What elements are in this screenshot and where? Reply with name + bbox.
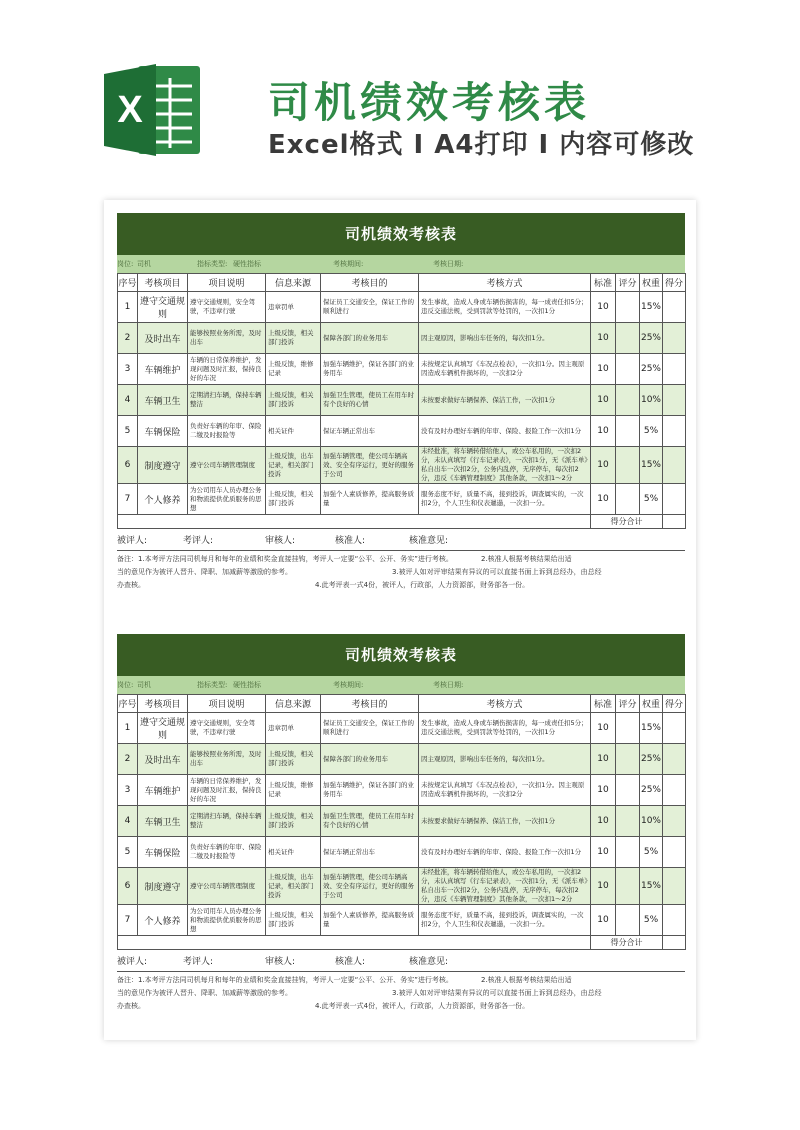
- cell-score[interactable]: [616, 837, 640, 868]
- cell-purpose[interactable]: 保证车辆正常出车: [321, 416, 419, 447]
- type-value: 硬性指标: [233, 260, 261, 268]
- cell-desc[interactable]: 能够按照业务所需，及时出车: [188, 323, 266, 354]
- assessee-label[interactable]: 被评人:: [117, 536, 148, 546]
- cell-no: 3: [118, 775, 138, 806]
- cell-source[interactable]: 上级反馈，相关部门投诉: [266, 484, 321, 515]
- cell-result[interactable]: [663, 447, 686, 484]
- cell-std[interactable]: 10: [591, 775, 616, 806]
- cell-item[interactable]: 车辆保险: [138, 837, 188, 868]
- cell-item[interactable]: 遵守交通规则: [138, 713, 188, 744]
- col-header: 评分: [616, 274, 640, 292]
- col-header: 标准: [591, 695, 616, 713]
- note-line: 2.核准人根据考核结果给出适: [480, 555, 572, 563]
- col-header: 评分: [616, 695, 640, 713]
- cell-no: 4: [118, 806, 138, 837]
- cell-result[interactable]: [663, 744, 686, 775]
- date-label: 考核日期:: [433, 681, 464, 689]
- opinion-label[interactable]: 核准意见:: [409, 536, 449, 546]
- cell-source[interactable]: 上级反馈，出车记录，相关部门投诉: [266, 447, 321, 484]
- cell-method[interactable]: 因主观原因，影响出车任务的，每次扣1分。: [419, 323, 591, 354]
- cell-purpose[interactable]: 加强个人素质修养，提高服务质量: [321, 484, 419, 515]
- cell-method[interactable]: 未按规定认真填写《车况点检表》，一次扣1分。因主观原因造成车辆机件损坏的，一次扣2分: [419, 775, 591, 806]
- cell-result[interactable]: [663, 868, 686, 905]
- cell-purpose[interactable]: 保障各部门的业务用车: [321, 744, 419, 775]
- table-row: [118, 385, 686, 416]
- cell-purpose[interactable]: 保证车辆正常出车: [321, 837, 419, 868]
- cell-source[interactable]: 上级反馈，相关部门投诉: [266, 905, 321, 936]
- total-spacer: [118, 936, 591, 950]
- cell-score[interactable]: [616, 744, 640, 775]
- cell-no: 7: [118, 905, 138, 936]
- hero-banner: [0, 0, 800, 195]
- cell-desc[interactable]: 能够按照业务所需，及时出车: [188, 744, 266, 775]
- cell-std[interactable]: 10: [591, 416, 616, 447]
- cell-source[interactable]: 违章罚单: [266, 292, 321, 323]
- cell-source[interactable]: 相关证件: [266, 837, 321, 868]
- post-value: 司机: [137, 681, 151, 689]
- cell-no: 2: [118, 744, 138, 775]
- reviewer-label[interactable]: 审核人:: [265, 536, 296, 546]
- assessor-label[interactable]: 考评人:: [183, 957, 214, 967]
- cell-desc[interactable]: 为公司用车人员办理公务和物流提供优质服务的思想: [188, 484, 266, 515]
- cell-purpose[interactable]: 保证员工交通安全，保证工作的顺利进行: [321, 713, 419, 744]
- assessor-label[interactable]: 考评人:: [183, 536, 214, 546]
- cell-method[interactable]: 服务态度不好，质量不高，接到投诉，调查属实的，一次扣2分，个人卫生和仪表邋遢，一次扣一分。: [419, 905, 591, 936]
- cell-std[interactable]: 10: [591, 354, 616, 385]
- total-row: [118, 515, 686, 529]
- cell-purpose[interactable]: 加强车辆管理，使公司车辆高效、安全有序运行，更好的服务于公司: [321, 447, 419, 484]
- cell-method[interactable]: 服务态度不好，质量不高，接到投诉，调查属实的，一次扣2分，个人卫生和仪表邋遢，一次扣一分。: [419, 484, 591, 515]
- cell-weight[interactable]: 15%: [640, 868, 663, 905]
- cell-desc[interactable]: 车辆的日常保养维护，发现问题及时汇报，保持良好的车况: [188, 354, 266, 385]
- cell-item[interactable]: 车辆维护: [138, 775, 188, 806]
- date-label: 考核日期:: [433, 260, 464, 268]
- cell-method[interactable]: 没有及时办理好车辆的年审、保险、报险工作一次扣1分: [419, 416, 591, 447]
- cell-no: 1: [118, 292, 138, 323]
- total-label: 得分合计: [591, 936, 663, 950]
- cell-score[interactable]: [616, 354, 640, 385]
- col-header: 权重: [640, 695, 663, 713]
- cell-score[interactable]: [616, 905, 640, 936]
- cell-no: 5: [118, 416, 138, 447]
- sheet-copy-2: [117, 634, 685, 1013]
- cell-item[interactable]: 车辆卫生: [138, 806, 188, 837]
- cell-no: 5: [118, 837, 138, 868]
- table-row: [118, 905, 686, 936]
- cell-score[interactable]: [616, 713, 640, 744]
- cell-result[interactable]: [663, 905, 686, 936]
- table-row: [118, 713, 686, 744]
- note-line: 备注：1.本考评方法同司机每月和每年的业绩和奖金直接挂钩，考评人一定要“公平、公开、务实”进行考核。: [117, 555, 453, 563]
- cell-method[interactable]: 未经批准，将车辆转借给他人，或公车私用的，一次扣2分，未认真填写《行车记录表》，一次扣1分，无《派车单》私自出车一次扣2分，公务内乱停，无序停车，每次扣2分，违反《车辆管理制度》其他条款，一次扣1～2分: [419, 868, 591, 905]
- cell-method[interactable]: 发生事故，造成人身或车辆伤损害的，每一成责任扣5分；违反交通法规，受到罚款等处罚的，一次扣1分: [419, 713, 591, 744]
- cell-std[interactable]: 10: [591, 806, 616, 837]
- cell-purpose[interactable]: 加强卫生管理，使员工在用车时有个良好的心情: [321, 385, 419, 416]
- cell-std[interactable]: 10: [591, 837, 616, 868]
- cell-method[interactable]: 未按要求做好车辆保养、保洁工作，一次扣1分: [419, 385, 591, 416]
- cell-weight[interactable]: 15%: [640, 292, 663, 323]
- cell-source[interactable]: 违章罚单: [266, 713, 321, 744]
- total-spacer: [118, 515, 591, 529]
- note-line: 当的意见作为被评人晋升、降职、加减薪等激励的参考。: [117, 989, 292, 997]
- cell-item[interactable]: 及时出车: [138, 323, 188, 354]
- cell-source[interactable]: 上级反馈，出车记录，相关部门投诉: [266, 868, 321, 905]
- note-line: 办查核。: [117, 1002, 145, 1010]
- logo-letter: X: [117, 89, 143, 131]
- table-row: [118, 837, 686, 868]
- cell-no: 7: [118, 484, 138, 515]
- col-header: 考核方式: [419, 274, 591, 292]
- total-value[interactable]: [663, 936, 686, 950]
- cell-score[interactable]: [616, 806, 640, 837]
- post-label: 岗位:: [117, 260, 134, 268]
- cell-no: 6: [118, 447, 138, 484]
- cell-purpose[interactable]: 保障各部门的业务用车: [321, 323, 419, 354]
- period-label: 考核期间:: [333, 260, 364, 268]
- sheet-meta: [117, 255, 685, 273]
- signature-row: [117, 950, 685, 972]
- table-row: [118, 323, 686, 354]
- col-header: 考核方式: [419, 695, 591, 713]
- table-row: [118, 416, 686, 447]
- cell-std[interactable]: 10: [591, 713, 616, 744]
- cell-desc[interactable]: 定期清扫车辆，保持车辆整洁: [188, 385, 266, 416]
- total-label: 得分合计: [591, 515, 663, 529]
- cell-weight[interactable]: 15%: [640, 447, 663, 484]
- type-label: 指标类型:: [197, 681, 228, 689]
- cell-weight[interactable]: 15%: [640, 713, 663, 744]
- total-value[interactable]: [663, 515, 686, 529]
- post-label: 岗位:: [117, 681, 134, 689]
- notes: [117, 972, 685, 1013]
- cell-no: 6: [118, 868, 138, 905]
- cell-item[interactable]: 车辆保险: [138, 416, 188, 447]
- opinion-label[interactable]: 核准意见:: [409, 957, 449, 967]
- notes: [117, 551, 685, 592]
- note-line: 当的意见作为被评人晋升、降职、加减薪等激励的参考。: [117, 568, 292, 576]
- cell-source[interactable]: 上级反馈，相关部门投诉: [266, 323, 321, 354]
- cell-score[interactable]: [616, 484, 640, 515]
- cell-method[interactable]: 因主观原因，影响出车任务的，每次扣1分。: [419, 744, 591, 775]
- table-row: [118, 354, 686, 385]
- approver-label[interactable]: 核准人:: [335, 536, 366, 546]
- hero-subtitle: Excel格式 I A4打印 I 内容可修改: [268, 130, 695, 160]
- col-header: 得分: [663, 274, 686, 292]
- approver-label[interactable]: 核准人:: [335, 957, 366, 967]
- cell-weight[interactable]: 25%: [640, 323, 663, 354]
- reviewer-label[interactable]: 审核人:: [265, 957, 296, 967]
- col-header: 权重: [640, 274, 663, 292]
- cell-result[interactable]: [663, 292, 686, 323]
- cell-weight[interactable]: 5%: [640, 416, 663, 447]
- cell-result[interactable]: [663, 484, 686, 515]
- cell-item[interactable]: 车辆卫生: [138, 385, 188, 416]
- cell-desc[interactable]: 遵守交通规则，安全驾驶，不违章行驶: [188, 713, 266, 744]
- cell-source[interactable]: 上级反馈，相关部门投诉: [266, 385, 321, 416]
- cell-result[interactable]: [663, 416, 686, 447]
- assessee-label[interactable]: 被评人:: [117, 957, 148, 967]
- cell-weight[interactable]: 10%: [640, 806, 663, 837]
- cell-source[interactable]: 上级反馈，相关部门投诉: [266, 744, 321, 775]
- total-row: [118, 936, 686, 950]
- table-row: [118, 868, 686, 905]
- col-header: 考核目的: [321, 695, 419, 713]
- col-header: 标准: [591, 274, 616, 292]
- cell-method[interactable]: 发生事故，造成人身或车辆伤损害的，每一成责任扣5分；违反交通法规，受到罚款等处罚的，一次扣1分: [419, 292, 591, 323]
- cell-weight[interactable]: 10%: [640, 385, 663, 416]
- table-header-row: [118, 695, 686, 713]
- cell-method[interactable]: 未按规定认真填写《车况点检表》，一次扣1分。因主观原因造成车辆机件损坏的，一次扣2分: [419, 354, 591, 385]
- cell-weight[interactable]: 25%: [640, 775, 663, 806]
- signature-row: [117, 529, 685, 551]
- cell-weight[interactable]: 5%: [640, 905, 663, 936]
- note-line: 3.被评人如对评审结果有异议的可以直接书面上诉到总经办，由总经: [392, 568, 602, 576]
- type-label: 指标类型:: [197, 260, 228, 268]
- note-line: 4.此考评表一式4份，被评人，行政部，人力资源部，财务部各一份。: [315, 581, 530, 589]
- col-header: 序号: [118, 274, 138, 292]
- cell-desc[interactable]: 车辆的日常保养维护，发现问题及时汇报，保持良好的车况: [188, 775, 266, 806]
- cell-weight[interactable]: 25%: [640, 744, 663, 775]
- cell-result[interactable]: [663, 323, 686, 354]
- excel-logo-icon: [100, 58, 204, 162]
- cell-source[interactable]: 上级反馈，维修记录: [266, 775, 321, 806]
- cell-score[interactable]: [616, 323, 640, 354]
- cell-weight[interactable]: 5%: [640, 484, 663, 515]
- cell-purpose[interactable]: 保证员工交通安全，保证工作的顺利进行: [321, 292, 419, 323]
- cell-result[interactable]: [663, 713, 686, 744]
- cell-purpose[interactable]: 加强个人素质修养，提高服务质量: [321, 905, 419, 936]
- cell-method[interactable]: 未经批准，将车辆转借给他人，或公车私用的，一次扣2分，未认真填写《行车记录表》，一次扣1分，无《派车单》私自出车一次扣2分，公务内乱停，无序停车，每次扣2分，违反《车辆管理制度》其他条款，一次扣1～2分: [419, 447, 591, 484]
- hero-title: 司机绩效考核表: [268, 78, 591, 127]
- cell-desc[interactable]: 负责好车辆的年审、保险二缴及时报险等: [188, 416, 266, 447]
- table-row: [118, 484, 686, 515]
- table-header-row: [118, 274, 686, 292]
- col-header: 考核目的: [321, 274, 419, 292]
- cell-desc[interactable]: 遵守交通规则，安全驾驶，不违章行驶: [188, 292, 266, 323]
- cell-score[interactable]: [616, 292, 640, 323]
- cell-weight[interactable]: 5%: [640, 837, 663, 868]
- cell-purpose[interactable]: 加强车辆维护，保证各部门的业务用车: [321, 775, 419, 806]
- cell-std[interactable]: 10: [591, 905, 616, 936]
- cell-result[interactable]: [663, 837, 686, 868]
- post-value: 司机: [137, 260, 151, 268]
- cell-purpose[interactable]: 加强卫生管理，使员工在用车时有个良好的心情: [321, 806, 419, 837]
- cell-result[interactable]: [663, 775, 686, 806]
- cell-no: 2: [118, 323, 138, 354]
- col-header: 信息来源: [266, 695, 321, 713]
- cell-purpose[interactable]: 加强车辆维护，保证各部门的业务用车: [321, 354, 419, 385]
- table-row: [118, 292, 686, 323]
- cell-item[interactable]: 制度遵守: [138, 447, 188, 484]
- cell-method[interactable]: 未按要求做好车辆保养、保洁工作，一次扣1分: [419, 806, 591, 837]
- cell-source[interactable]: 上级反馈，相关部门投诉: [266, 806, 321, 837]
- cell-result[interactable]: [663, 385, 686, 416]
- note-line: 办查核。: [117, 581, 145, 589]
- note-line: 4.此考评表一式4份，被评人，行政部，人力资源部，财务部各一份。: [315, 1002, 530, 1010]
- col-header: 序号: [118, 695, 138, 713]
- assessment-table: [117, 273, 686, 529]
- cell-source[interactable]: 相关证件: [266, 416, 321, 447]
- cell-desc[interactable]: 遵守公司车辆管理制度: [188, 447, 266, 484]
- cell-no: 1: [118, 713, 138, 744]
- period-label: 考核期间:: [333, 681, 364, 689]
- sheet-title: 司机绩效考核表: [117, 634, 685, 676]
- sheet-title: 司机绩效考核表: [117, 213, 685, 255]
- cell-no: 3: [118, 354, 138, 385]
- col-header: 考核项目: [138, 695, 188, 713]
- table-row: [118, 775, 686, 806]
- cell-desc[interactable]: 定期清扫车辆，保持车辆整洁: [188, 806, 266, 837]
- cell-weight[interactable]: 25%: [640, 354, 663, 385]
- cell-desc[interactable]: 负责好车辆的年审、保险二缴及时报险等: [188, 837, 266, 868]
- cell-item[interactable]: 个人修养: [138, 905, 188, 936]
- cell-score[interactable]: [616, 385, 640, 416]
- cell-result[interactable]: [663, 354, 686, 385]
- col-header: 项目说明: [188, 695, 266, 713]
- cell-score[interactable]: [616, 868, 640, 905]
- type-value: 硬性指标: [233, 681, 261, 689]
- col-header: 考核项目: [138, 274, 188, 292]
- cell-desc[interactable]: 遵守公司车辆管理制度: [188, 868, 266, 905]
- table-row: [118, 744, 686, 775]
- cell-std[interactable]: 10: [591, 868, 616, 905]
- cell-std[interactable]: 10: [591, 744, 616, 775]
- cell-item[interactable]: 及时出车: [138, 744, 188, 775]
- cell-std[interactable]: 10: [591, 447, 616, 484]
- note-line: 备注：1.本考评方法同司机每月和每年的业绩和奖金直接挂钩，考评人一定要“公平、公开、务实”进行考核。: [117, 976, 453, 984]
- col-header: 得分: [663, 695, 686, 713]
- cell-item[interactable]: 遵守交通规则: [138, 292, 188, 323]
- cell-std[interactable]: 10: [591, 385, 616, 416]
- cell-no: 4: [118, 385, 138, 416]
- cell-std[interactable]: 10: [591, 484, 616, 515]
- cell-std[interactable]: 10: [591, 292, 616, 323]
- cell-purpose[interactable]: 加强车辆管理，使公司车辆高效、安全有序运行，更好的服务于公司: [321, 868, 419, 905]
- cell-score[interactable]: [616, 416, 640, 447]
- cell-result[interactable]: [663, 806, 686, 837]
- cell-desc[interactable]: 为公司用车人员办理公务和物流提供优质服务的思想: [188, 905, 266, 936]
- sheet-meta: [117, 676, 685, 694]
- cell-item[interactable]: 制度遵守: [138, 868, 188, 905]
- cell-score[interactable]: [616, 775, 640, 806]
- cell-score[interactable]: [616, 447, 640, 484]
- cell-source[interactable]: 上级反馈，维修记录: [266, 354, 321, 385]
- table-row: [118, 447, 686, 484]
- cell-item[interactable]: 车辆维护: [138, 354, 188, 385]
- sheet-copy-1: [117, 213, 685, 592]
- assessment-table: [117, 694, 686, 950]
- table-row: [118, 806, 686, 837]
- note-line: 2.核准人根据考核结果给出适: [480, 976, 572, 984]
- col-header: 项目说明: [188, 274, 266, 292]
- cell-std[interactable]: 10: [591, 323, 616, 354]
- note-line: 3.被评人如对评审结果有异议的可以直接书面上诉到总经办，由总经: [392, 989, 602, 997]
- col-header: 信息来源: [266, 274, 321, 292]
- cell-item[interactable]: 个人修养: [138, 484, 188, 515]
- cell-method[interactable]: 没有及时办理好车辆的年审、保险、报险工作一次扣1分: [419, 837, 591, 868]
